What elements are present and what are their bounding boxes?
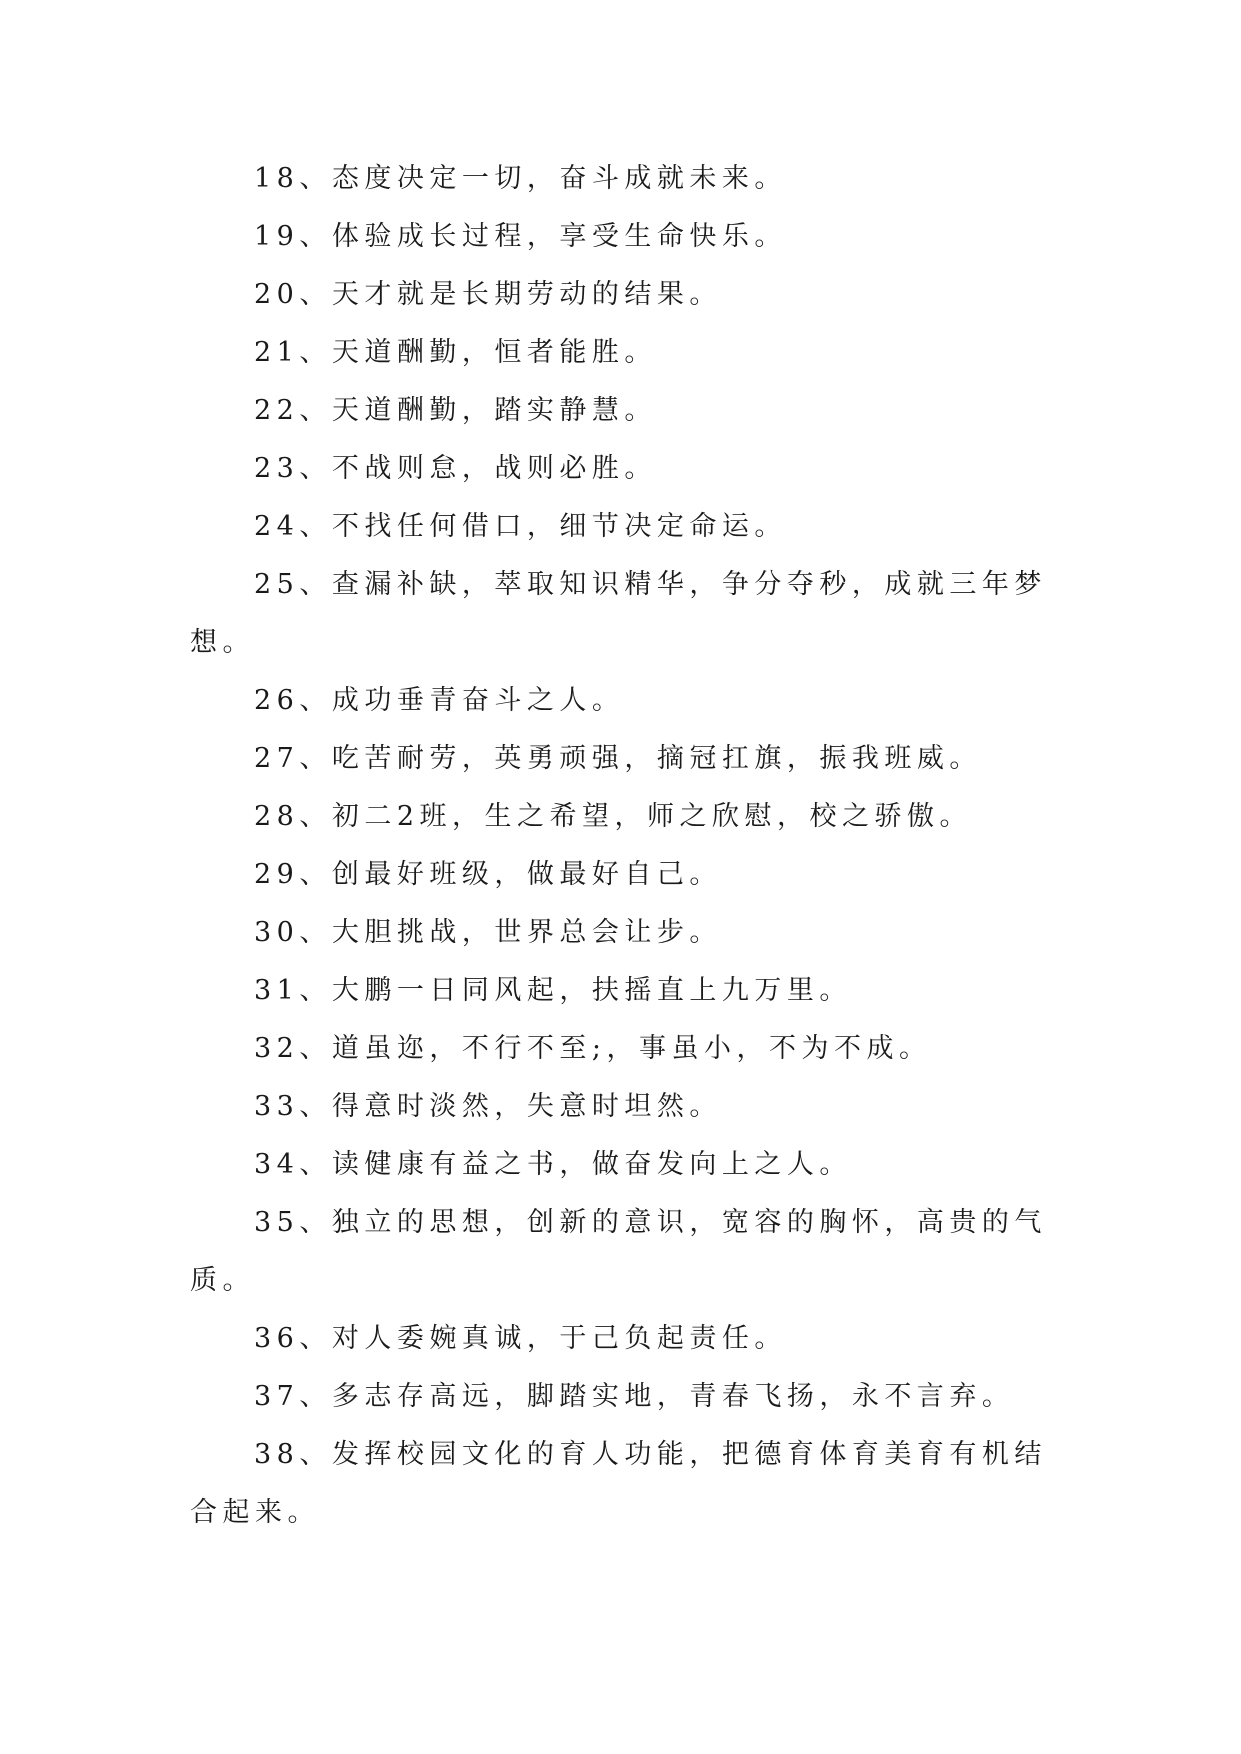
motto-line-27: 27、吃苦耐劳，英勇顽强，摘冠扛旗，振我班威。 <box>254 743 982 774</box>
motto-line-32: 32、道虽迩，不行不至;，事虽小，不为不成。 <box>254 1033 932 1064</box>
motto-line-34: 34、读健康有益之书，做奋发向上之人。 <box>254 1149 852 1180</box>
motto-line-28: 28、初二2班，生之希望，师之欣慰，校之骄傲。 <box>254 801 973 832</box>
motto-line-20: 20、天才就是长期劳动的结果。 <box>254 279 722 310</box>
motto-line-37: 37、多志存高远，脚踏实地，青春飞扬，永不言弃。 <box>254 1381 1015 1412</box>
motto-line-26: 26、成功垂青奋斗之人。 <box>254 685 625 716</box>
document-body <box>190 150 1050 1542</box>
motto-line-33: 33、得意时淡然，失意时坦然。 <box>254 1091 722 1122</box>
motto-line-38: 38、发挥校园文化的育人功能，把德育体育美育有机结合起来。 <box>190 1439 1047 1528</box>
motto-line-22: 22、天道酬勤，踏实静慧。 <box>254 395 657 426</box>
motto-line-24: 24、不找任何借口，细节决定命运。 <box>254 511 787 542</box>
motto-line-36: 36、对人委婉真诚，于己负起责任。 <box>254 1323 787 1354</box>
motto-line-19: 19、体验成长过程，享受生命快乐。 <box>254 221 787 252</box>
motto-line-31: 31、大鹏一日同风起，扶摇直上九万里。 <box>254 975 852 1006</box>
motto-line-29: 29、创最好班级，做最好自己。 <box>254 859 722 890</box>
motto-line-21: 21、天道酬勤，恒者能胜。 <box>254 337 657 368</box>
motto-line-18: 18、态度决定一切，奋斗成就未来。 <box>254 163 787 194</box>
motto-line-35: 35、独立的思想，创新的意识，宽容的胸怀，高贵的气质。 <box>190 1207 1047 1296</box>
motto-line-25: 25、查漏补缺，萃取知识精华，争分夺秒，成就三年梦想。 <box>190 569 1047 658</box>
motto-line-30: 30、大胆挑战，世界总会让步。 <box>254 917 722 948</box>
motto-line-23: 23、不战则怠，战则必胜。 <box>254 453 657 484</box>
